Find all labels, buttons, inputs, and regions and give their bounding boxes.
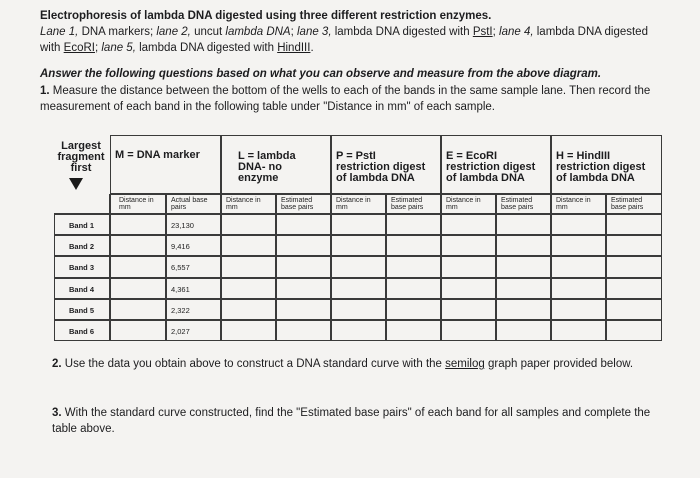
- answer-cell[interactable]: [386, 278, 441, 299]
- answer-cell[interactable]: [551, 235, 606, 256]
- answer-cell[interactable]: [441, 256, 496, 277]
- answer-cell[interactable]: [386, 320, 441, 341]
- subheader-cell: Distance in mm: [331, 194, 386, 214]
- header-line: restriction digest: [336, 161, 426, 173]
- actual-base-pairs-cell: 23,130: [166, 214, 221, 235]
- question-2: [52, 358, 633, 370]
- subheader-cell: Actual base pairs: [166, 194, 221, 214]
- answer-cell[interactable]: [441, 299, 496, 320]
- row-label: Band 1: [54, 214, 110, 235]
- actual-base-pairs-cell: 4,361: [166, 278, 221, 299]
- lane-text: lambda DNA digested: [533, 26, 648, 38]
- answer-cell[interactable]: [276, 299, 331, 320]
- row-label: Band 6: [54, 320, 110, 341]
- header-line: P = PstI: [336, 150, 376, 162]
- subheader-cell: Distance in mm: [221, 194, 276, 214]
- answer-cell[interactable]: [496, 256, 551, 277]
- corner-cell: [54, 194, 110, 214]
- hindiii-name: HindIII: [277, 42, 311, 54]
- answer-cell[interactable]: [496, 320, 551, 341]
- subheader-cell: Distance in mm: [110, 194, 166, 214]
- question-number: 3.: [52, 407, 62, 419]
- lane-text: ;: [94, 42, 102, 54]
- question-3: [52, 405, 672, 437]
- row-label: Band 4: [54, 278, 110, 299]
- answer-cell[interactable]: [606, 278, 662, 299]
- lane-text: with: [40, 42, 64, 54]
- header-psti: [331, 135, 441, 194]
- subheader-cell: Distance in mm: [441, 194, 496, 214]
- answer-cell[interactable]: [221, 320, 276, 341]
- actual-base-pairs-cell: 2,322: [166, 299, 221, 320]
- answer-cell[interactable]: [551, 320, 606, 341]
- answer-cell[interactable]: [606, 214, 662, 235]
- answer-cell[interactable]: [606, 256, 662, 277]
- lane-text: lambda DNA digested with: [331, 26, 473, 38]
- header-ecori: [441, 135, 551, 194]
- actual-base-pairs-cell: 6,557: [166, 256, 221, 277]
- question-text: graph paper provided below.: [484, 358, 634, 370]
- lambda-label: lambda DNA: [225, 26, 291, 38]
- ecori-name: EcoRI: [63, 42, 95, 54]
- answer-cell[interactable]: [276, 278, 331, 299]
- answer-cell[interactable]: [221, 299, 276, 320]
- answer-cell[interactable]: [386, 235, 441, 256]
- answer-cell[interactable]: [276, 235, 331, 256]
- question-number: 2.: [52, 358, 62, 370]
- answer-cell[interactable]: [276, 320, 331, 341]
- answer-cell[interactable]: [110, 320, 166, 341]
- semilog-term: semilog: [445, 358, 485, 370]
- questions-heading: Answer the following questions based on what you can observe and measure from the above diagram.: [40, 68, 602, 80]
- answer-cell[interactable]: [441, 235, 496, 256]
- lane-text: DNA markers;: [78, 26, 157, 38]
- subheader-cell: Estimated base pairs: [386, 194, 441, 214]
- header-line: of lambda DNA: [336, 172, 415, 184]
- answer-cell[interactable]: [441, 320, 496, 341]
- lane4-label: lane 4,: [499, 26, 534, 38]
- answer-cell[interactable]: [110, 256, 166, 277]
- header-line: restriction digest: [556, 161, 646, 173]
- answer-cell[interactable]: [110, 278, 166, 299]
- answer-cell[interactable]: [331, 256, 386, 277]
- answer-cell[interactable]: [496, 299, 551, 320]
- header-marker: [110, 135, 221, 194]
- answer-cell[interactable]: [331, 235, 386, 256]
- answer-cell[interactable]: [110, 235, 166, 256]
- answer-cell[interactable]: [221, 214, 276, 235]
- lane2-label: lane 2,: [156, 26, 191, 38]
- row-label: Band 2: [54, 235, 110, 256]
- actual-base-pairs-cell: 2,027: [166, 320, 221, 341]
- side-label-line: fragment: [57, 151, 105, 163]
- answer-cell[interactable]: [496, 278, 551, 299]
- lane-description: [40, 24, 680, 56]
- answer-cell[interactable]: [551, 256, 606, 277]
- answer-cell[interactable]: [386, 256, 441, 277]
- header-line: DNA- no: [238, 161, 282, 173]
- answer-cell[interactable]: [551, 278, 606, 299]
- question-text: With the standard curve constructed, find the "Estimated base pairs" of each band for all samples and complete the table above.: [52, 407, 651, 435]
- answer-cell[interactable]: [221, 235, 276, 256]
- question-1: [40, 83, 670, 115]
- header-line: E = EcoRI: [446, 150, 498, 162]
- answer-cell[interactable]: [441, 214, 496, 235]
- subheader-cell: Distance in mm: [551, 194, 606, 214]
- lane-text: uncut: [190, 26, 226, 38]
- answer-cell[interactable]: [606, 235, 662, 256]
- answer-cell[interactable]: [110, 299, 166, 320]
- answer-cell[interactable]: [551, 214, 606, 235]
- lane1-label: Lane 1,: [40, 26, 79, 38]
- question-text: Use the data you obtain above to construct a DNA standard curve with the: [61, 358, 446, 370]
- answer-cell[interactable]: [551, 299, 606, 320]
- answer-cell[interactable]: [386, 299, 441, 320]
- lane-text: ;: [290, 26, 297, 38]
- answer-cell[interactable]: [221, 256, 276, 277]
- lane5-label: lane 5,: [101, 42, 136, 54]
- side-label-line: first: [70, 162, 92, 174]
- subheader-cell: Estimated base pairs: [496, 194, 551, 214]
- side-label-line: Largest: [61, 140, 101, 152]
- row-label: Band 3: [54, 256, 110, 277]
- answer-cell[interactable]: [386, 214, 441, 235]
- answer-cell[interactable]: [276, 214, 331, 235]
- answer-cell[interactable]: [331, 320, 386, 341]
- lane3-label: lane 3,: [297, 26, 332, 38]
- largest-fragment-label: [52, 141, 110, 174]
- lane-text: lambda DNA digested with: [135, 42, 278, 54]
- row-label: Band 5: [54, 299, 110, 320]
- answer-cell[interactable]: [441, 278, 496, 299]
- down-arrow-icon: [69, 178, 83, 190]
- actual-base-pairs-cell: 9,416: [166, 235, 221, 256]
- header-line: of lambda DNA: [556, 172, 635, 184]
- header-hindiii: [551, 135, 662, 194]
- header-line: H = HindIII: [556, 150, 611, 162]
- header-line: M = DNA marker: [115, 149, 200, 161]
- lane-text: .: [310, 42, 314, 54]
- answer-cell[interactable]: [606, 320, 662, 341]
- answer-cell[interactable]: [496, 214, 551, 235]
- lane-text: ;: [492, 26, 500, 38]
- answer-cell[interactable]: [331, 214, 386, 235]
- answer-cell[interactable]: [276, 256, 331, 277]
- answer-cell[interactable]: [331, 299, 386, 320]
- answer-cell[interactable]: [221, 278, 276, 299]
- header-line: enzyme: [238, 172, 279, 184]
- answer-cell[interactable]: [110, 214, 166, 235]
- subheader-cell: Estimated base pairs: [276, 194, 331, 214]
- header-line: L = lambda: [238, 150, 296, 162]
- header-lambda: [221, 135, 331, 194]
- answer-cell[interactable]: [496, 235, 551, 256]
- subheader-cell: Estimated base pairs: [606, 194, 662, 214]
- question-number: 1.: [40, 85, 50, 97]
- header-line: restriction digest: [446, 161, 536, 173]
- question-text: Measure the distance between the bottom of the wells to each of the bands in the same sample lane. Then record the measurement of each band in the following table under "Distance in mm" of each sample.: [40, 85, 651, 113]
- psti-name: PstI: [472, 26, 493, 38]
- answer-cell[interactable]: [606, 299, 662, 320]
- header-line: of lambda DNA: [446, 172, 525, 184]
- worksheet-title: Electrophoresis of lambda DNA digested using three different restriction enzymes.: [40, 10, 492, 22]
- answer-cell[interactable]: [331, 278, 386, 299]
